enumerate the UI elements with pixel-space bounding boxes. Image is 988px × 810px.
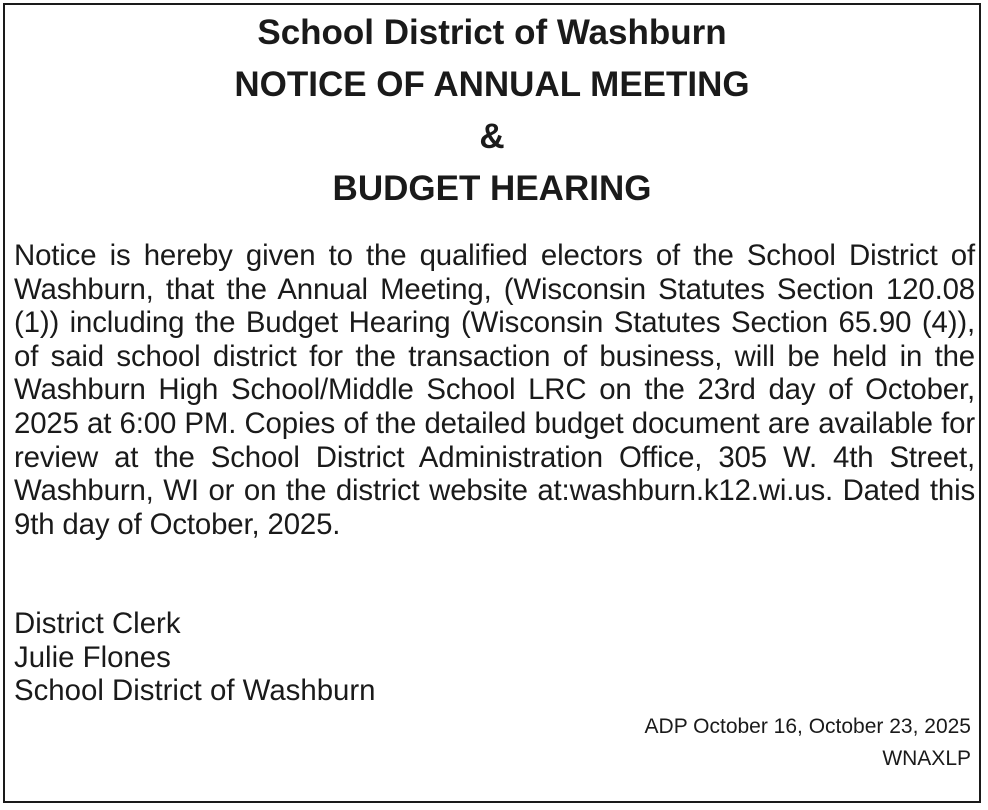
publication-dates: ADP October 16, October 23, 2025: [644, 715, 971, 738]
signer-name: Julie Flones: [14, 640, 171, 674]
notice-code: WNAXLP: [882, 747, 971, 770]
ampersand: &: [479, 117, 505, 156]
notice-heading: [5, 7, 979, 215]
notice-body: Notice is hereby given to the qualified electors of the School District of Washburn, that the Annual Meeting, (Wisconsin Statutes Section 120.08 (1)) including the Budget Hearing (Wisconsin Statutes Section 65.90 (4)), of said school district for the transaction of business, will be held in the Washburn High School/Middle School LRC on the 23rd day of October, 2025 at 6:00 PM. Copies of the detailed budget document are available for review at the School District Administration Office, 305 W. 4th Street, Washburn, WI or on the district website at:washburn.k12.wi.us. Dated this 9th day of October, 2025.: [14, 239, 975, 541]
signature-block: [14, 607, 376, 708]
signer-organization: School District of Washburn: [14, 674, 376, 708]
district-name-heading: School District of Washburn: [257, 13, 727, 52]
meeting-title: NOTICE OF ANNUAL MEETING: [234, 65, 750, 104]
legal-notice: [3, 3, 981, 803]
hearing-title: BUDGET HEARING: [332, 169, 652, 208]
publication-footer: [645, 711, 971, 775]
signer-title: District Clerk: [14, 607, 181, 640]
